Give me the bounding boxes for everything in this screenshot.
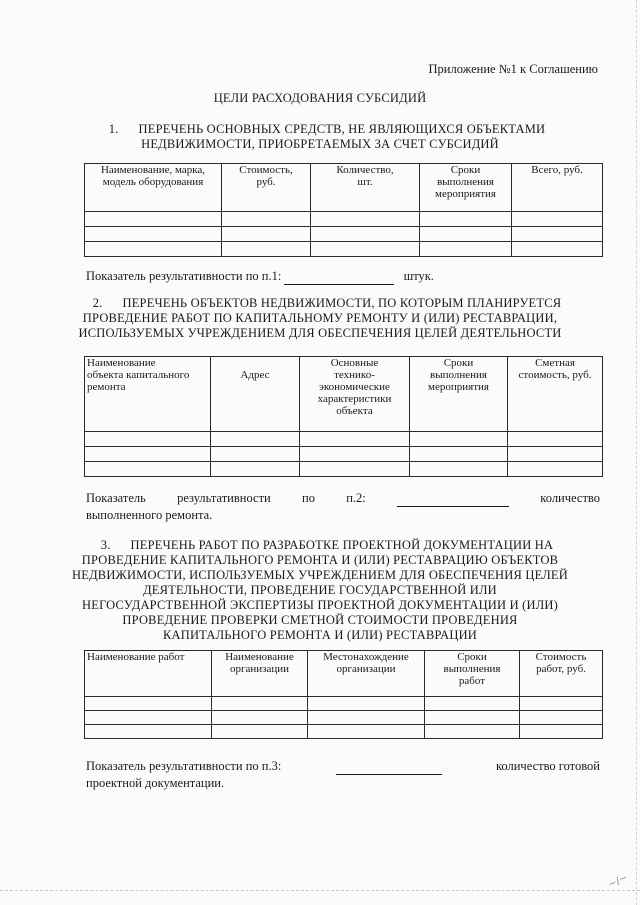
column-header-object-name: Наименование объекта капитального ремонта [85,357,211,432]
section-3-number: 3. [100,538,111,552]
table-row [85,725,603,739]
indicator-1-label: Показатель результативности по п.1: [86,269,282,283]
section-1-number: 1. [108,122,119,136]
table-header-row [85,164,603,212]
table-row [85,227,603,242]
indicator-3-line-2: проектной документации. [86,776,225,790]
section-2-title-line-2: ПРОВЕДЕНИЕ РАБОТ ПО КАПИТАЛЬНОМУ РЕМОНТУ И (ИЛИ) РЕСТАВРАЦИИ, [82,311,558,325]
table-project-works [84,650,603,739]
column-header-characteristics: Основные технико- экономические характеристики объекта [300,357,410,432]
section-3-title-line-4: ДЕЯТЕЛЬНОСТИ, ПРОВЕДЕНИЕ ГОСУДАРСТВЕННОЙ ИЛИ [143,583,497,597]
section-2-number: 2. [92,296,103,310]
section-3-title-line-3: НЕДВИЖИМОСТИ, ИСПОЛЬЗУЕМЫХ УЧРЕЖДЕНИЕМ ДЛЯ ОБЕСПЕЧЕНИЯ ЦЕЛЕЙ [72,568,568,582]
indicator-2-line-2: выполненного ремонта. [86,508,213,522]
table-row [85,432,603,447]
section-3-heading [0,538,640,643]
column-header-name-model: Наименование, марка, модель оборудования [85,164,222,212]
page-title: ЦЕЛИ РАСХОДОВАНИЯ СУБСИДИЙ [213,91,427,105]
column-header-organization-location: Местонахождение организации [308,651,425,697]
section-2-heading [0,296,640,341]
section-3-title-line-1: ПЕРЕЧЕНЬ РАБОТ ПО РАЗРАБОТКЕ ПРОЕКТНОЙ ДОКУМЕНТАЦИИ НА [130,538,554,552]
column-header-total: Всего, руб. [512,164,603,212]
table-fixed-assets [84,163,603,257]
section-2-title-line-3: ИСПОЛЬЗУЕМЫХ УЧРЕЖДЕНИЕМ ДЛЯ ОБЕСПЕЧЕНИЯ ЦЕЛЕЙ ДЕЯТЕЛЬНОСТИ [78,326,562,340]
section-1-title-line-2: НЕДВИЖИМОСТИ, ПРИОБРЕТАЕМЫХ ЗА СЧЕТ СУБСИДИЙ [141,137,499,151]
column-header-work-cost: Стоимость работ, руб. [520,651,603,697]
column-header-estimated-cost: Сметная стоимость, руб. [508,357,603,432]
column-header-work-name: Наименование работ [85,651,212,697]
table-row [85,447,603,462]
appendix-label: Приложение №1 к Соглашению [428,62,598,76]
table-real-estate [84,356,603,477]
scan-edge-bottom [0,890,640,892]
indicator-3-line-1: Показатель результативности по п.3: количество готовой [86,759,600,773]
indicator-2 [86,490,600,523]
indicator-3-blank [336,758,442,775]
column-header-deadlines: Сроки выполнения мероприятия [410,357,508,432]
column-header-cost: Стоимость, руб. [222,164,311,212]
table-header-row [85,651,603,697]
column-header-address: Адрес [211,357,300,432]
section-3-title-line-7: КАПИТАЛЬНОГО РЕМОНТА И (ИЛИ) РЕСТАВРАЦИИ [162,628,478,642]
table-row [85,711,603,725]
table-row [85,212,603,227]
scan-edge-right [636,0,638,905]
table-header-row [85,357,603,432]
indicator-3 [86,758,600,791]
column-header-deadlines: Сроки выполнения мероприятия [420,164,512,212]
indicator-1 [86,268,434,285]
table-row [85,462,603,477]
indicator-1-unit: штук. [403,269,434,283]
indicator-2-line-1: Показатель результативности по п.2: количество [86,491,600,505]
indicator-1-blank [284,268,394,285]
section-2-title-line-1: ПЕРЕЧЕНЬ ОБЪЕКТОВ НЕДВИЖИМОСТИ, ПО КОТОРЫМ ПЛАНИРУЕТСЯ [122,296,562,310]
column-header-quantity: Количество, шт. [311,164,420,212]
section-1-heading [0,122,640,152]
indicator-2-blank [397,490,509,507]
section-1-title-line-1: ПЕРЕЧЕНЬ ОСНОВНЫХ СРЕДСТВ, НЕ ЯВЛЯЮЩИХСЯ ОБЪЕКТАМИ [138,122,546,136]
column-header-deadlines: Сроки выполнения работ [425,651,520,697]
section-3-title-line-2: ПРОВЕДЕНИЕ КАПИТАЛЬНОГО РЕМОНТА И (ИЛИ) РЕСТАВРАЦИЮ ОБЪЕКТОВ [81,553,559,567]
section-3-title-line-5: НЕГОСУДАРСТВЕННОЙ ЭКСПЕРТИЗЫ ПРОЕКТНОЙ ДОКУМЕНТАЦИИ И (ИЛИ) [82,598,558,612]
section-3-title-line-6: ПРОВЕДЕНИЕ ПРОВЕРКИ СМЕТНОЙ СТОИМОСТИ ПРОВЕДЕНИЯ [122,613,518,627]
column-header-organization-name: Наименование организации [212,651,308,697]
scan-corner-mark: ~/~ [606,872,630,891]
table-row [85,242,603,257]
table-row [85,697,603,711]
